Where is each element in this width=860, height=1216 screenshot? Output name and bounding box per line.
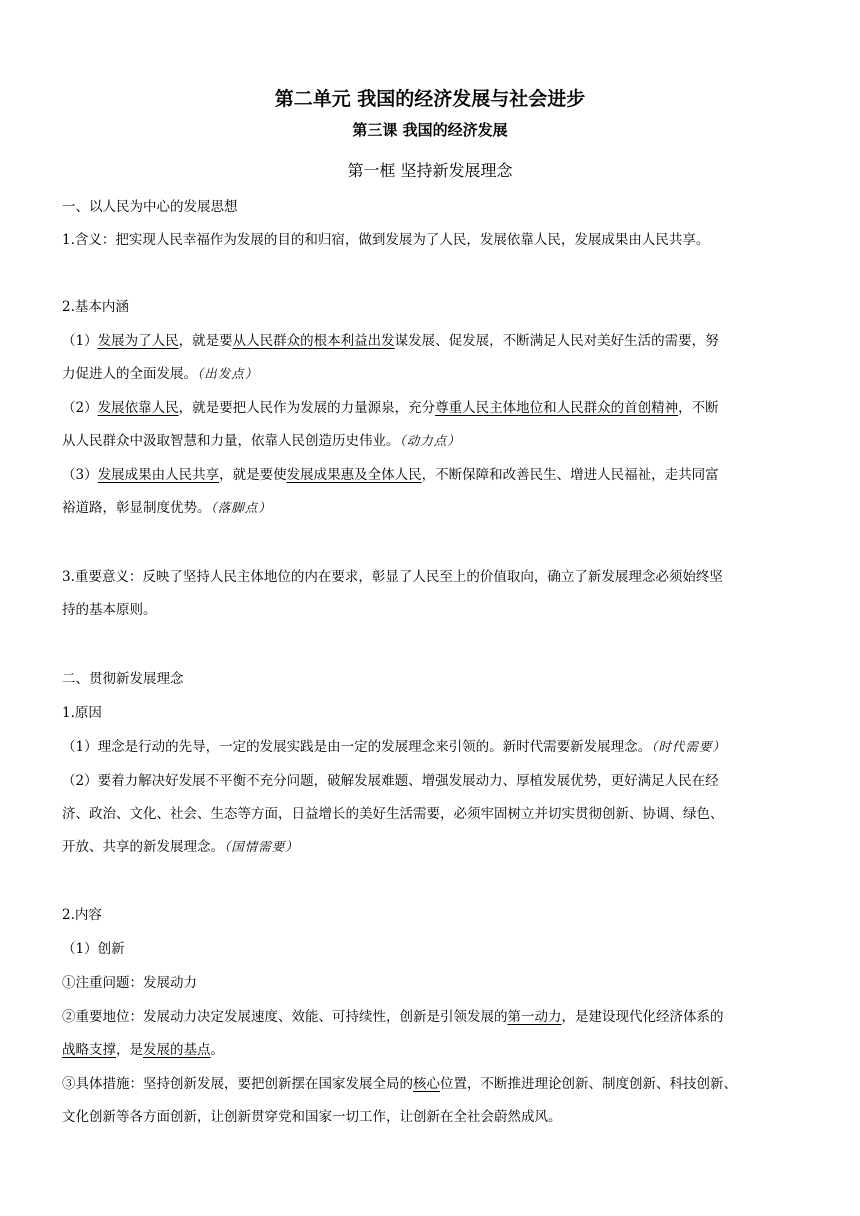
key-term: 尊重人民主体地位和人民群众的首创精神: [435, 400, 679, 416]
connotation-item-3-line-1: [62, 465, 719, 485]
item-number: （2）: [62, 400, 98, 416]
frame-title: 第一框 坚持新发展理念: [347, 161, 513, 180]
annotation-note: （出发点）: [197, 366, 259, 381]
text-span: 谋发展、促发展，不断满足人民对美好生活的需要，努: [394, 333, 719, 349]
text-span: （1）理念是行动的先导，一定的发展实践是由一定的发展理念来引领的。新时代需要新发展理念。: [62, 739, 652, 755]
reason-heading: 1.原因: [62, 705, 102, 721]
text-span: ②重要地位：发展动力决定发展速度、效能、可持续性，创新是引领发展的: [62, 1009, 508, 1025]
key-term: 发展成果惠及全体人民: [286, 467, 422, 483]
meaning-paragraph: 1.含义：把实现人民幸福作为发展的目的和归宿，做到发展为了人民，发展依靠人民，发展成果由人民共享。: [62, 232, 710, 248]
text-span: ，是建设现代化经济体系的: [561, 1009, 724, 1025]
reason-2-line-3: [62, 837, 299, 857]
lesson-title: 第三课 我国的经济发展: [352, 121, 508, 139]
connotation-item-3-line-2: [62, 498, 272, 518]
connotation-item-1-line-2: [62, 364, 258, 384]
innovation-point-3-line-1: [62, 1074, 737, 1094]
text-span: ，是: [116, 1042, 143, 1058]
text-span: ，就是要把人民作为发展的力量源泉，充分: [178, 400, 436, 416]
annotation-note: （动力点）: [399, 433, 461, 448]
reason-1: [62, 737, 726, 757]
text-span: 位置，不断推进理论创新、制度创新、科技创新、: [440, 1076, 737, 1092]
annotation-note: （国情需要）: [224, 839, 299, 854]
significance-line-2: 持的基本原则。: [62, 602, 157, 618]
key-term: 战略支撑: [62, 1042, 116, 1058]
key-term: 发展成果由人民共享: [97, 467, 220, 483]
significance-line-1: 3.重要意义：反映了坚持人民主体地位的内在要求，彰显了人民至上的价值取向，确立了新发展理念必须始终坚: [62, 569, 723, 585]
text-span: 从人民群众中汲取智慧和力量，依靠人民创造历史伟业。: [62, 433, 400, 449]
text-span: ，就是要使: [219, 467, 287, 483]
text-span: ，不断保障和改善民生、增进人民福祉，走共同富: [421, 467, 719, 483]
key-term: 发展为了人民: [97, 333, 179, 349]
key-term: 核心: [413, 1076, 440, 1092]
reason-2-line-1: （2）要着力解决好发展不平衡不充分问题，破解发展难题、增强发展动力、厚植发展优势，更好满足人民在经: [62, 773, 719, 789]
key-term: 第一动力: [507, 1009, 562, 1025]
connotation-item-2-line-2: [62, 431, 461, 451]
innovation-point-3-line-2: 文化创新等各方面创新，让创新贯穿党和国家一切工作，让创新在全社会蔚然成风。: [62, 1109, 562, 1125]
key-term: 发展依靠人民: [97, 400, 179, 416]
item-number: （3）: [62, 467, 98, 483]
item-number: （1）: [62, 333, 98, 349]
innovation-point-1: ①注重问题：发展动力: [62, 975, 197, 991]
unit-title: 第二单元 我国的经济发展与社会进步: [274, 88, 586, 110]
innovation-point-2-line-1: [62, 1007, 724, 1027]
reason-2-line-2: 济、政治、文化、社会、生态等方面，日益增长的美好生活需要，必须牢固树立并切实贯彻创新、协调、绿色、: [62, 806, 724, 822]
connotation-item-2-line-1: [62, 398, 719, 418]
text-span: ，就是要: [178, 333, 233, 349]
innovation-heading: （1）创新: [62, 941, 125, 957]
connotation-item-1-line-1: [62, 331, 719, 351]
section1-heading: 一、以人民为中心的发展思想: [62, 199, 238, 215]
connotation-heading: 2.基本内涵: [62, 299, 129, 315]
text-span: 力促进人的全面发展。: [62, 366, 197, 382]
text-span: 裕道路，彰显制度优势。: [62, 500, 211, 516]
innovation-point-2-line-2: [62, 1040, 224, 1060]
text-span: 开放、共享的新发展理念。: [62, 839, 224, 855]
text-span: ③具体措施：坚持创新发展，要把创新摆在国家发展全局的: [62, 1076, 413, 1092]
text-span: ，不断: [678, 400, 719, 416]
section2-heading: 二、贯彻新发展理念: [62, 671, 184, 687]
key-term: 发展的基点: [143, 1042, 211, 1058]
key-term: 从人民群众的根本利益出发: [232, 333, 395, 349]
text-span: 。: [210, 1042, 224, 1058]
annotation-note: （时代需要）: [651, 739, 726, 754]
annotation-note: （落脚点）: [210, 500, 272, 515]
content-heading: 2.内容: [62, 907, 102, 923]
